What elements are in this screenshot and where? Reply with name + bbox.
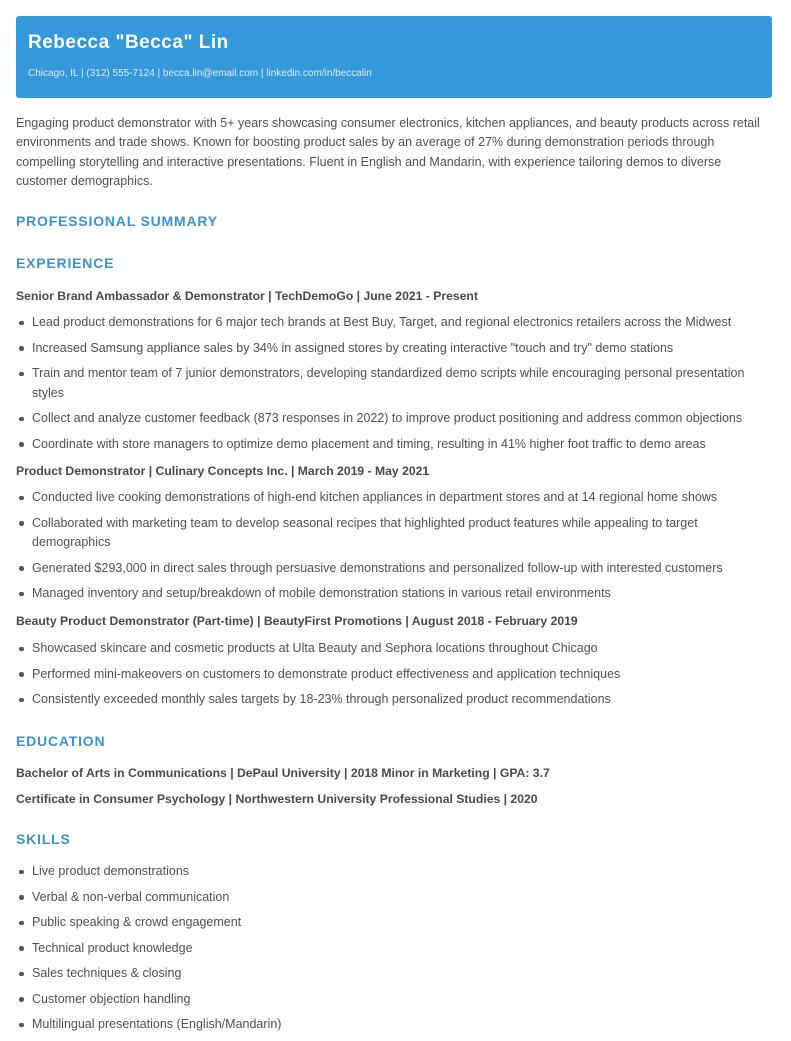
job-bullet-list (16, 313, 772, 460)
job-title: Beauty Product Demonstrator (Part-time) | BeautyFirst Promotions | August 2018 - February 2019 (16, 614, 578, 628)
job-bullet-list (16, 488, 772, 610)
list-item: Managed inventory and setup/breakdown of mobile demonstration stations in various retail environments (16, 584, 772, 604)
list-item: Conducted live cooking demonstrations of high-end kitchen appliances in department stores and at 14 regional home shows (16, 488, 772, 508)
section-title-professional-summary: PROFESSIONAL SUMMARY (16, 213, 218, 229)
list-item: Showcased skincare and cosmetic products at Ulta Beauty and Sephora locations throughout Chicago (16, 639, 772, 659)
list-item: Coordinate with store managers to optimize demo placement and timing, resulting in 41% higher foot traffic to demo areas (16, 435, 772, 455)
list-item: Multilingual presentations (English/Mandarin) (16, 1015, 772, 1035)
list-item: Public speaking & crowd engagement (16, 913, 772, 933)
list-item: Generated $293,000 in direct sales through persuasive demonstrations and personalized follow-up with interested customers (16, 559, 772, 579)
intro-paragraph: Engaging product demonstrator with 5+ years showcasing consumer electronics, kitchen appliances, and beauty products across retail environments and trade shows. Known for boosting product sales by an average of 27% during demonstration periods through compelling storytelling and interactive presentations. Fluent in English and Mandarin, with experience tailoring demos to diverse customer demographics. (16, 116, 760, 188)
education-entry: Bachelor of Arts in Communications | DePaul University | 2018 Minor in Marketing | GPA: 3.7 (16, 766, 550, 780)
list-item: Train and mentor team of 7 junior demonstrators, developing standardized demo scripts while encouraging personal presentation styles (16, 364, 772, 403)
job-bullet-list (16, 639, 772, 716)
list-item: Lead product demonstrations for 6 major tech brands at Best Buy, Target, and regional electronics retailers across the Midwest (16, 313, 772, 333)
list-item: Collaborated with marketing team to develop seasonal recipes that highlighted product features while appealing to target demographics (16, 514, 772, 553)
list-item: Technical product knowledge (16, 939, 772, 959)
list-item: Sales techniques & closing (16, 964, 772, 984)
list-item: Customer objection handling (16, 990, 772, 1010)
job-title: Product Demonstrator | Culinary Concepts Inc. | March 2019 - May 2021 (16, 464, 430, 478)
contact-info: Chicago, IL | (312) 555-7124 | becca.lin@email.com | linkedin.com/in/beccalin (28, 68, 372, 79)
list-item: Increased Samsung appliance sales by 34% in assigned stores by creating interactive "touch and try" demo stations (16, 339, 772, 359)
list-item: Verbal & non-verbal communication (16, 888, 772, 908)
list-item: Performed mini-makeovers on customers to demonstrate product effectiveness and application techniques (16, 665, 772, 685)
list-item: Collect and analyze customer feedback (873 responses in 2022) to improve product positioning and address common objections (16, 409, 772, 429)
skills-list (16, 862, 772, 1041)
resume-header (16, 16, 772, 98)
education-entry: Certificate in Consumer Psychology | Northwestern University Professional Studies | 2020 (16, 792, 538, 806)
list-item: Live product demonstrations (16, 862, 772, 882)
section-title-experience: EXPERIENCE (16, 255, 115, 271)
job-title: Senior Brand Ambassador & Demonstrator | TechDemoGo | June 2021 - Present (16, 289, 478, 303)
list-item: Consistently exceeded monthly sales targets by 18-23% through personalized product recommendations (16, 690, 772, 710)
candidate-name: Rebecca "Becca" Lin (28, 32, 229, 53)
section-title-education: EDUCATION (16, 733, 106, 749)
section-title-skills: SKILLS (16, 831, 71, 847)
